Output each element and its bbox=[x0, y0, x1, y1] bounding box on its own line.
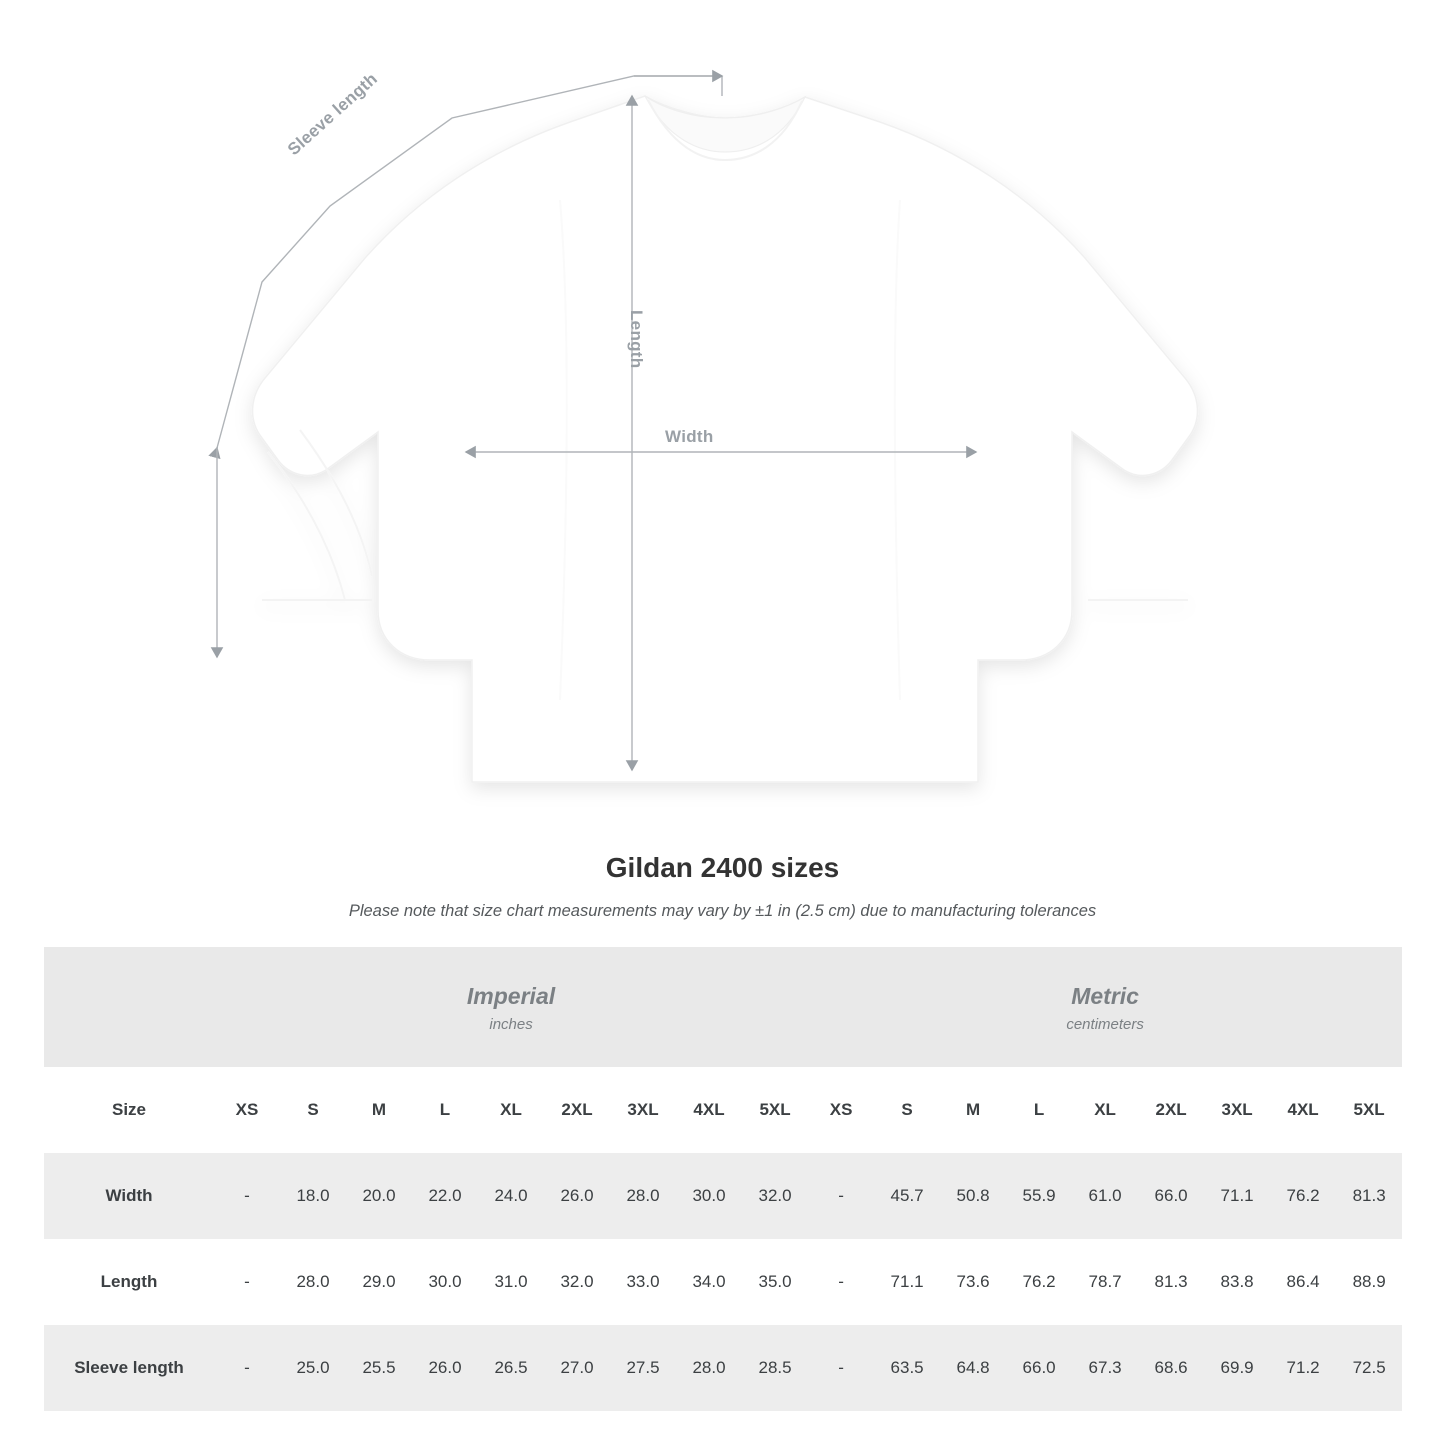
cell-length-imperial-xl: 31.0 bbox=[478, 1239, 544, 1325]
size-col-imperial-s: S bbox=[280, 1067, 346, 1153]
cell-length-metric-m: 73.6 bbox=[940, 1239, 1006, 1325]
cell-length-imperial-4xl: 34.0 bbox=[676, 1239, 742, 1325]
unit-header-row bbox=[44, 947, 1402, 1067]
unit-header-spacer bbox=[44, 947, 214, 1067]
cell-length-imperial-xs: - bbox=[214, 1239, 280, 1325]
cell-length-imperial-m: 29.0 bbox=[346, 1239, 412, 1325]
cell-length-metric-5xl: 88.9 bbox=[1336, 1239, 1402, 1325]
cell-sleeve-imperial-5xl: 28.5 bbox=[742, 1325, 808, 1411]
cell-length-metric-3xl: 83.8 bbox=[1204, 1239, 1270, 1325]
cell-sleeve-metric-4xl: 71.2 bbox=[1270, 1325, 1336, 1411]
size-col-metric-l: L bbox=[1006, 1067, 1072, 1153]
cell-sleeve-metric-s: 63.5 bbox=[874, 1325, 940, 1411]
table-row bbox=[44, 1325, 1402, 1411]
size-col-imperial-l: L bbox=[412, 1067, 478, 1153]
cell-width-metric-2xl: 66.0 bbox=[1138, 1153, 1204, 1239]
size-col-metric-s: S bbox=[874, 1067, 940, 1153]
cell-width-metric-xl: 61.0 bbox=[1072, 1153, 1138, 1239]
cell-width-imperial-2xl: 26.0 bbox=[544, 1153, 610, 1239]
cell-sleeve-metric-2xl: 68.6 bbox=[1138, 1325, 1204, 1411]
unit-header-metric bbox=[808, 947, 1402, 1067]
cell-sleeve-imperial-3xl: 27.5 bbox=[610, 1325, 676, 1411]
size-col-metric-3xl: 3XL bbox=[1204, 1067, 1270, 1153]
size-col-imperial-2xl: 2XL bbox=[544, 1067, 610, 1153]
unit-system-metric: Metric bbox=[1071, 982, 1139, 1009]
cell-length-imperial-s: 28.0 bbox=[280, 1239, 346, 1325]
size-col-metric-5xl: 5XL bbox=[1336, 1067, 1402, 1153]
cell-sleeve-metric-5xl: 72.5 bbox=[1336, 1325, 1402, 1411]
cell-length-imperial-3xl: 33.0 bbox=[610, 1239, 676, 1325]
size-col-metric-xs: XS bbox=[808, 1067, 874, 1153]
size-col-imperial-xs: XS bbox=[214, 1067, 280, 1153]
row-label-length: Length bbox=[44, 1239, 214, 1325]
cell-width-imperial-xs: - bbox=[214, 1153, 280, 1239]
cell-sleeve-metric-xl: 67.3 bbox=[1072, 1325, 1138, 1411]
table-row bbox=[44, 1239, 1402, 1325]
cell-width-metric-3xl: 71.1 bbox=[1204, 1153, 1270, 1239]
cell-sleeve-imperial-s: 25.0 bbox=[280, 1325, 346, 1411]
cell-length-metric-s: 71.1 bbox=[874, 1239, 940, 1325]
row-label-sleeve-length: Sleeve length bbox=[44, 1325, 214, 1411]
cell-width-imperial-s: 18.0 bbox=[280, 1153, 346, 1239]
cell-width-imperial-3xl: 28.0 bbox=[610, 1153, 676, 1239]
cell-length-imperial-2xl: 32.0 bbox=[544, 1239, 610, 1325]
cell-sleeve-metric-xs: - bbox=[808, 1325, 874, 1411]
cell-sleeve-imperial-2xl: 27.0 bbox=[544, 1325, 610, 1411]
table-row bbox=[44, 1153, 1402, 1239]
size-col-imperial-m: M bbox=[346, 1067, 412, 1153]
size-col-imperial-3xl: 3XL bbox=[610, 1067, 676, 1153]
size-col-metric-2xl: 2XL bbox=[1138, 1067, 1204, 1153]
cell-width-imperial-l: 22.0 bbox=[412, 1153, 478, 1239]
cell-width-metric-xs: - bbox=[808, 1153, 874, 1239]
size-header-label: Size bbox=[44, 1067, 214, 1153]
size-header-row bbox=[44, 1067, 1402, 1153]
cell-width-metric-m: 50.8 bbox=[940, 1153, 1006, 1239]
cell-width-imperial-xl: 24.0 bbox=[478, 1153, 544, 1239]
cell-sleeve-metric-3xl: 69.9 bbox=[1204, 1325, 1270, 1411]
row-label-width: Width bbox=[44, 1153, 214, 1239]
cell-width-imperial-5xl: 32.0 bbox=[742, 1153, 808, 1239]
length-label: Length bbox=[627, 310, 646, 369]
unit-units-imperial: inches bbox=[489, 1016, 533, 1034]
cell-length-metric-xs: - bbox=[808, 1239, 874, 1325]
size-table-wrapper bbox=[44, 947, 1401, 1411]
size-col-imperial-xl: XL bbox=[478, 1067, 544, 1153]
size-col-metric-4xl: 4XL bbox=[1270, 1067, 1336, 1153]
unit-units-metric: centimeters bbox=[1066, 1016, 1144, 1034]
cell-length-metric-2xl: 81.3 bbox=[1138, 1239, 1204, 1325]
cell-length-metric-l: 76.2 bbox=[1006, 1239, 1072, 1325]
cell-width-metric-s: 45.7 bbox=[874, 1153, 940, 1239]
title-block bbox=[0, 852, 1445, 921]
width-label: Width bbox=[665, 427, 714, 446]
cell-sleeve-imperial-4xl: 28.0 bbox=[676, 1325, 742, 1411]
cell-width-metric-5xl: 81.3 bbox=[1336, 1153, 1402, 1239]
cell-width-imperial-4xl: 30.0 bbox=[676, 1153, 742, 1239]
unit-header-imperial bbox=[214, 947, 808, 1067]
cell-length-imperial-5xl: 35.0 bbox=[742, 1239, 808, 1325]
unit-system-imperial: Imperial bbox=[466, 982, 556, 1009]
size-col-imperial-4xl: 4XL bbox=[676, 1067, 742, 1153]
cell-sleeve-metric-m: 64.8 bbox=[940, 1325, 1006, 1411]
shirt-silhouette bbox=[253, 96, 1198, 782]
tolerance-note: Please note that size chart measurements may vary by ±1 in (2.5 cm) due to manufacturing tolerances bbox=[348, 902, 1097, 920]
cell-width-imperial-m: 20.0 bbox=[346, 1153, 412, 1239]
cell-length-imperial-l: 30.0 bbox=[412, 1239, 478, 1325]
cell-sleeve-imperial-m: 25.5 bbox=[346, 1325, 412, 1411]
cell-sleeve-imperial-xl: 26.5 bbox=[478, 1325, 544, 1411]
size-col-metric-xl: XL bbox=[1072, 1067, 1138, 1153]
cell-width-metric-l: 55.9 bbox=[1006, 1153, 1072, 1239]
size-table bbox=[44, 947, 1402, 1411]
cell-sleeve-imperial-l: 26.0 bbox=[412, 1325, 478, 1411]
cell-sleeve-metric-l: 66.0 bbox=[1006, 1325, 1072, 1411]
sleeve-length-label: Sleeve length bbox=[284, 69, 382, 160]
cell-sleeve-imperial-xs: - bbox=[214, 1325, 280, 1411]
cell-length-metric-4xl: 86.4 bbox=[1270, 1239, 1336, 1325]
size-col-metric-m: M bbox=[940, 1067, 1006, 1153]
page-title: Gildan 2400 sizes bbox=[605, 852, 840, 883]
cell-width-metric-4xl: 76.2 bbox=[1270, 1153, 1336, 1239]
size-col-imperial-5xl: 5XL bbox=[742, 1067, 808, 1153]
cell-length-metric-xl: 78.7 bbox=[1072, 1239, 1138, 1325]
